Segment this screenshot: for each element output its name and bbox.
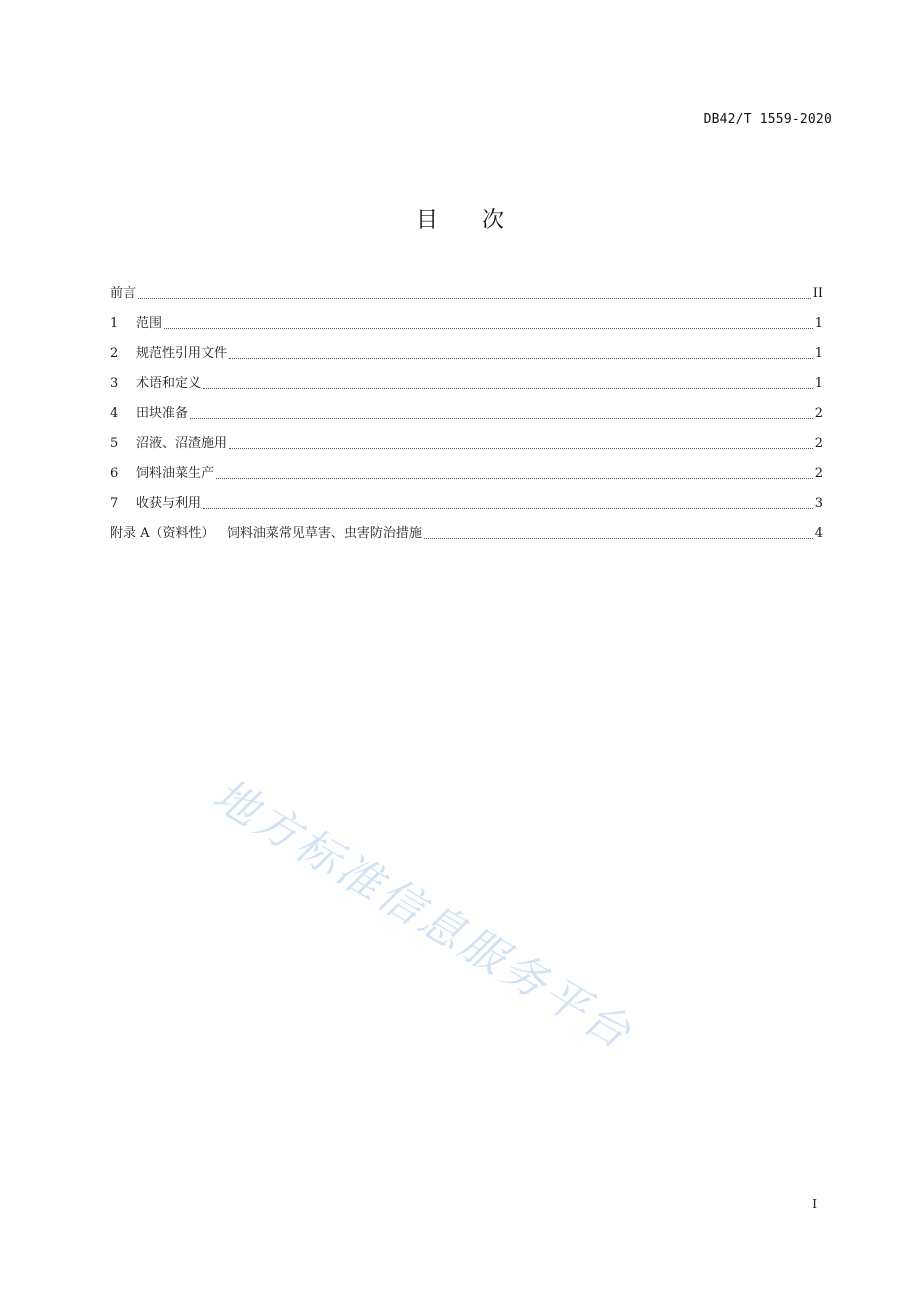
toc-entry-label: 附录 A（资料性） 饲料油菜常见草害、虫害防治措施 (110, 526, 422, 541)
toc-entry-page: 2 (814, 436, 823, 451)
toc-leader-dots (138, 298, 811, 299)
toc-entry-label: 范围 (136, 316, 163, 331)
toc-entry-label: 田块准备 (136, 406, 189, 421)
toc-entry-page: 2 (814, 406, 823, 421)
toc-entry-normative-references[interactable] (110, 339, 823, 369)
page-number: I (812, 1197, 817, 1211)
toc-entry-page: 2 (814, 466, 823, 481)
watermark: 地方标准信息服务平台 (204, 769, 642, 1061)
toc-leader-dots (190, 418, 813, 419)
toc-entry-page: 1 (814, 316, 823, 331)
toc-leader-dots (229, 358, 813, 359)
toc-entry-appendix-a[interactable] (110, 519, 823, 549)
toc-entry-number: 2 (110, 346, 119, 361)
toc-entry-label: 前言 (110, 286, 137, 301)
toc-entry-number: 1 (110, 316, 119, 331)
document-code: DB42/T 1559-2020 (703, 112, 832, 127)
toc-title: 目次 (415, 208, 548, 233)
toc-entry-page: 1 (814, 376, 823, 391)
toc-entry-label: 规范性引用文件 (136, 346, 228, 361)
toc-leader-dots (216, 478, 813, 479)
toc-leader-dots (229, 448, 813, 449)
toc-entry-number: 6 (110, 466, 119, 481)
toc-entry-harvest-utilization[interactable] (110, 489, 823, 519)
toc-entry-biogas-application[interactable] (110, 429, 823, 459)
toc-entry-page: 3 (814, 496, 823, 511)
toc-leader-dots (164, 328, 813, 329)
toc-entry-label: 饲料油菜生产 (136, 466, 215, 481)
toc-entry-field-preparation[interactable] (110, 399, 823, 429)
toc-entry-number: 4 (110, 406, 119, 421)
toc-entry-label: 术语和定义 (136, 376, 202, 391)
toc-entry-forage-rape-production[interactable] (110, 459, 823, 489)
toc-entry-page: 4 (814, 526, 823, 541)
toc-leader-dots (203, 508, 813, 509)
toc-entry-page: 1 (814, 346, 823, 361)
toc-entry-terms-definitions[interactable] (110, 369, 823, 399)
toc-entry-number: 5 (110, 436, 119, 451)
toc-entry-page: II (812, 286, 823, 301)
toc-entry-label: 收获与利用 (136, 496, 202, 511)
toc-entry-foreword[interactable] (110, 279, 823, 309)
toc-entry-label: 沼液、沼渣施用 (136, 436, 228, 451)
toc-leader-dots (424, 538, 813, 539)
toc-entry-number: 3 (110, 376, 119, 391)
toc-entry-scope[interactable] (110, 309, 823, 339)
table-of-contents (110, 279, 823, 549)
toc-leader-dots (203, 388, 813, 389)
toc-entry-number: 7 (110, 496, 119, 511)
